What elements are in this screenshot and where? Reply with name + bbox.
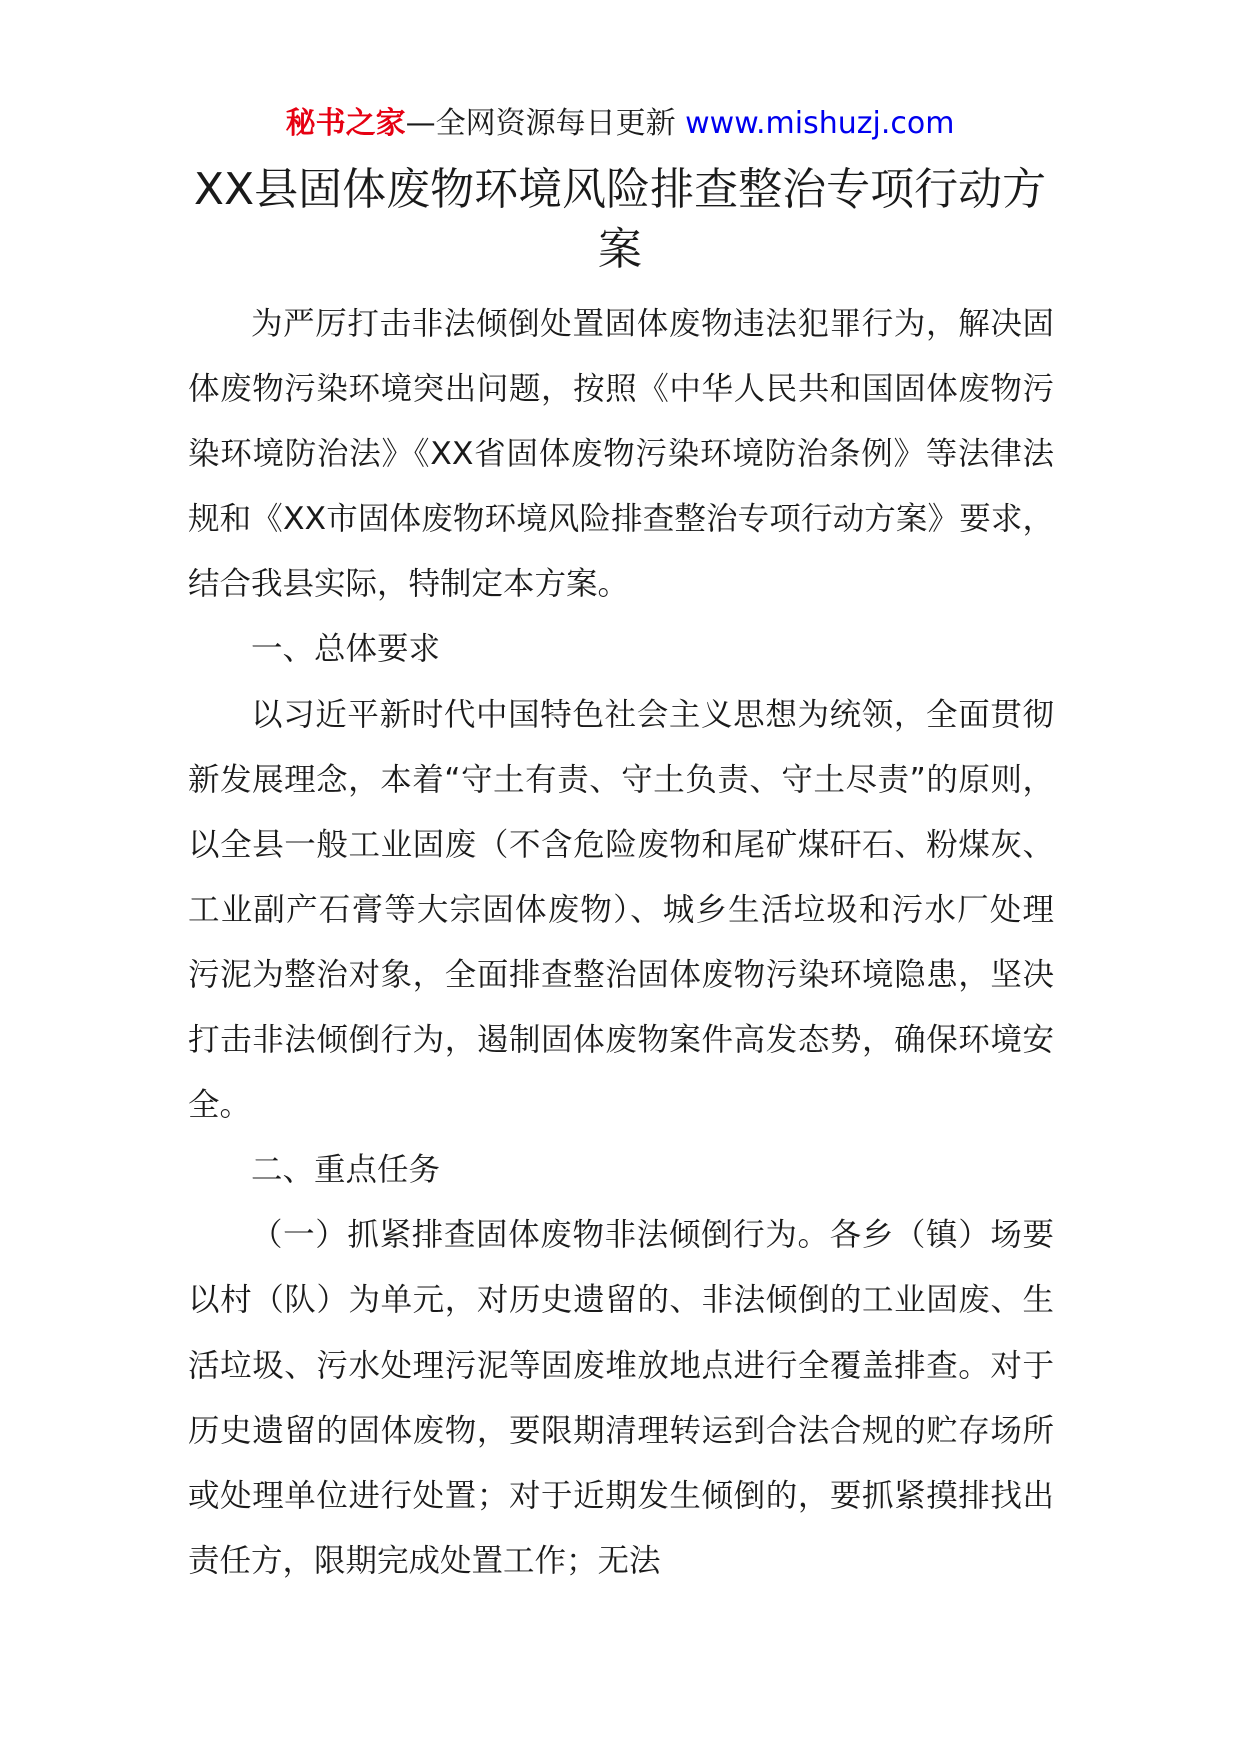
site-banner — [0, 104, 1240, 144]
key-tasks-paragraph: （一）抓紧排查固体废物非法倾倒行为。各乡（镇）场要以村（队）为单元，对历史遗留的、非法倾倒的工业固废、生活垃圾、污水处理污泥等固废堆放地点进行全覆盖排查。对于历史遗留的固体废物，要限期清理转运到合法合规的贮存场所或处理单位进行处置；对于近期发生倾倒的，要抓紧摸排找出责任方，限期完成处置工作；无法 — [188, 1217, 1054, 1579]
document-title: XX县固体废物环境风险排查整治专项行动方案 — [193, 164, 1047, 275]
site-url-link[interactable]: www.mishuzj.com — [685, 106, 955, 141]
site-tagline: —全网资源每日更新 — [405, 106, 686, 141]
intro-paragraph: 为严厉打击非法倾倒处置固体废物违法犯罪行为，解决固体废物污染环境突出问题，按照《中华人民共和国固体废物污染环境防治法》《XX省固体废物污染环境防治条例》等法律法规和《XX市固体废物环境风险排查整治专项行动方案》要求，结合我县实际，特制定本方案。 — [188, 306, 1054, 603]
general-requirements-paragraph: 以习近平新时代中国特色社会主义思想为统领，全面贯彻新发展理念，本着“守土有责、守土负责、守土尽责”的原则，以全县一般工业固废（不含危险废物和尾矿煤矸石、粉煤灰、工业副产石膏等大宗固体废物）、城乡生活垃圾和污水厂处理污泥为整治对象，全面排查整治固体废物污染环境隐患，坚决打击非法倾倒行为，遏制固体废物案件高发态势，确保环境安全。 — [188, 696, 1054, 1124]
section-heading-key-tasks: 二、重点任务 — [251, 1152, 441, 1189]
section-heading-general-requirements: 一、总体要求 — [251, 631, 441, 668]
site-brand: 秘书之家 — [285, 106, 406, 141]
document-body — [188, 292, 1054, 1594]
